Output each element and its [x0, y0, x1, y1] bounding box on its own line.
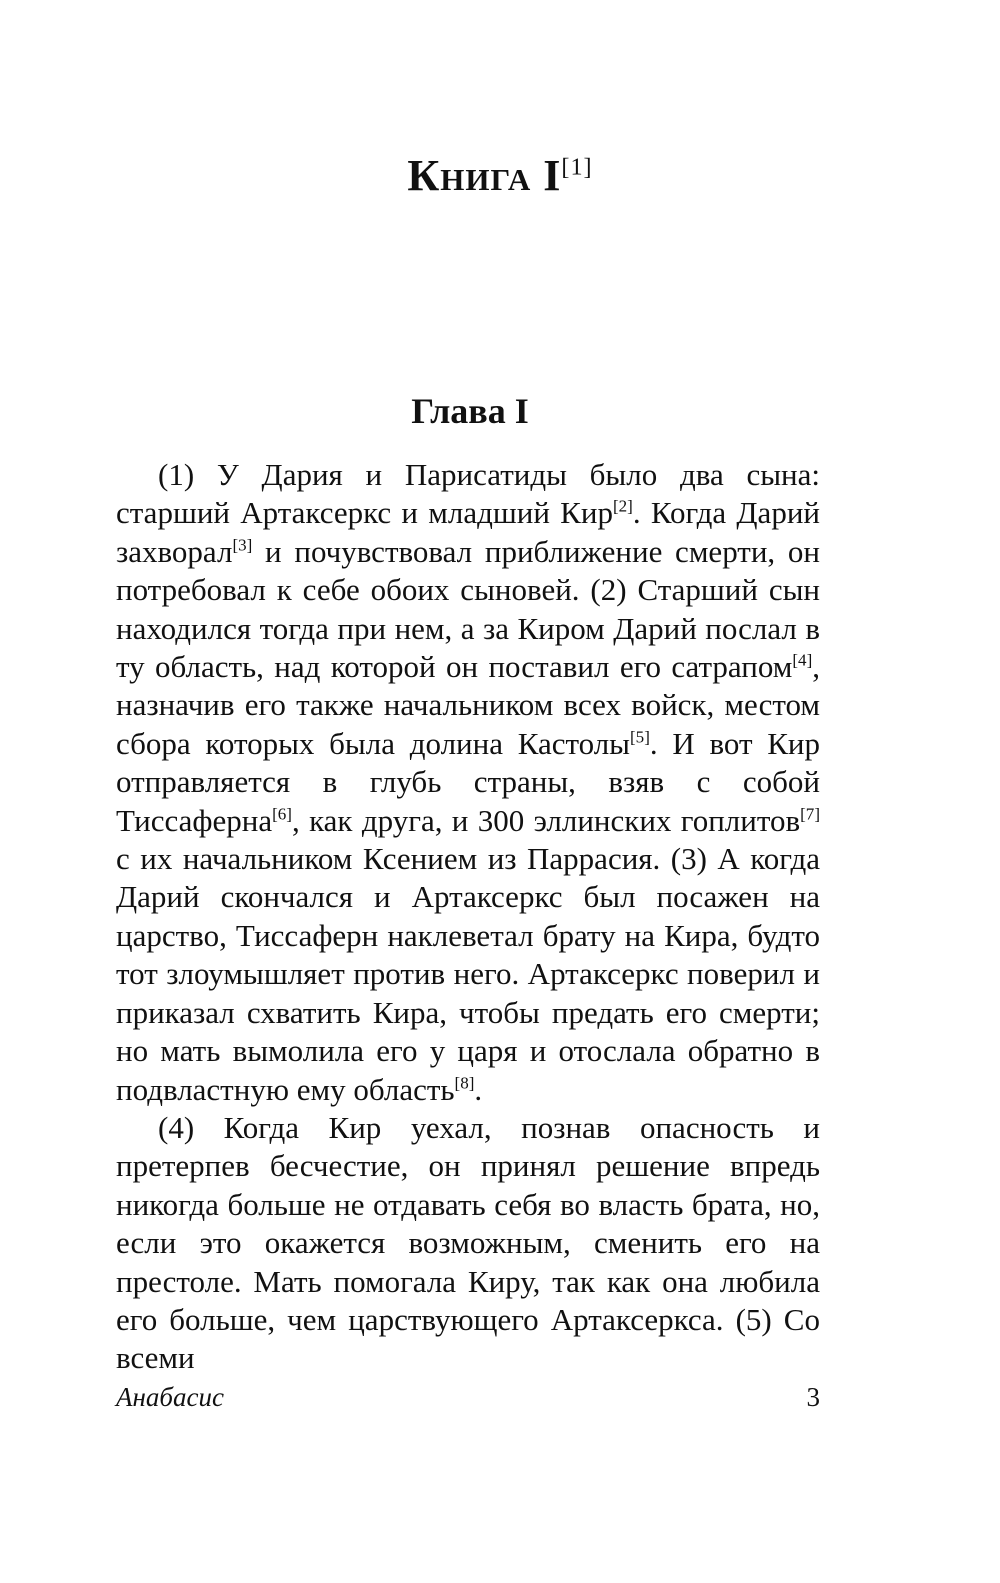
text-run: , назначив его также начальником всех войск, местом сбора которых была долина Кастолы — [116, 649, 820, 761]
text-run: (1) У Дария и Парисатиды было два сына: старший Артаксеркс и младший Кир — [116, 457, 820, 531]
book-title-numeral: I — [543, 151, 562, 200]
footnote-ref[interactable]: [4] — [792, 650, 813, 670]
text-run: . И вот Кир отправляется в глубь страны, взяв с собой Тиссаферна — [116, 725, 820, 838]
footnote-ref[interactable]: [7] — [800, 804, 820, 824]
paragraph-1 — [116, 456, 820, 1109]
footnote-ref[interactable]: [2] — [612, 497, 633, 517]
book-title-word: Книга — [407, 151, 532, 200]
text-run: . — [474, 1071, 483, 1107]
paragraph-2 — [116, 1109, 820, 1378]
text-run: , как друга, и 300 эллинских гоплитов — [291, 802, 801, 838]
footnote-ref[interactable]: [5] — [630, 727, 650, 747]
text-run: (4) Когда Кир уехал, познав опасность и претерпев бесчестие, он принял решение впредь никогда больше не отдавать себя во власть брата, но, если это окажется возможным, сменить его на престоле. Мать помогала Киру, так как она любила его больше, чем царствующего Артаксеркса. (5) Со всеми — [116, 1109, 820, 1376]
text-run: и почувствовал приближение смерти, он потребовал к себе обоих сыновей. (2) Старший сын находился тогда при нем, а за Киром Дарий послал в ту область, над которой он поставил его сатрапом — [116, 533, 820, 685]
book-title — [0, 150, 1000, 201]
chapter-title: Глава I — [411, 391, 529, 431]
running-title: Анабасис — [116, 1382, 224, 1412]
page-footer — [116, 1382, 820, 1422]
chapter-body — [116, 456, 820, 1378]
footnote-ref[interactable]: [3] — [232, 535, 253, 555]
text-run: . Когда Дарий захворал — [116, 495, 820, 569]
page-number: 3 — [806, 1382, 820, 1412]
text-run: с их начальником Ксением из Паррасия. (3) А когда Дарий скончался и Артаксеркс был посажен на царство, Тиссаферн наклеветал брату на Кира, будто тот злоумышляет против него. Артаксеркс поверил и приказал схватить Кира, чтобы предать его смерти; но мать вымолила его у царя и отослала обратно в подвластную ему область — [116, 841, 820, 1107]
book-title-footnote-ref[interactable]: [1] — [561, 153, 593, 181]
footnote-ref[interactable]: [6] — [272, 804, 292, 824]
footnote-ref[interactable]: [8] — [454, 1073, 475, 1093]
